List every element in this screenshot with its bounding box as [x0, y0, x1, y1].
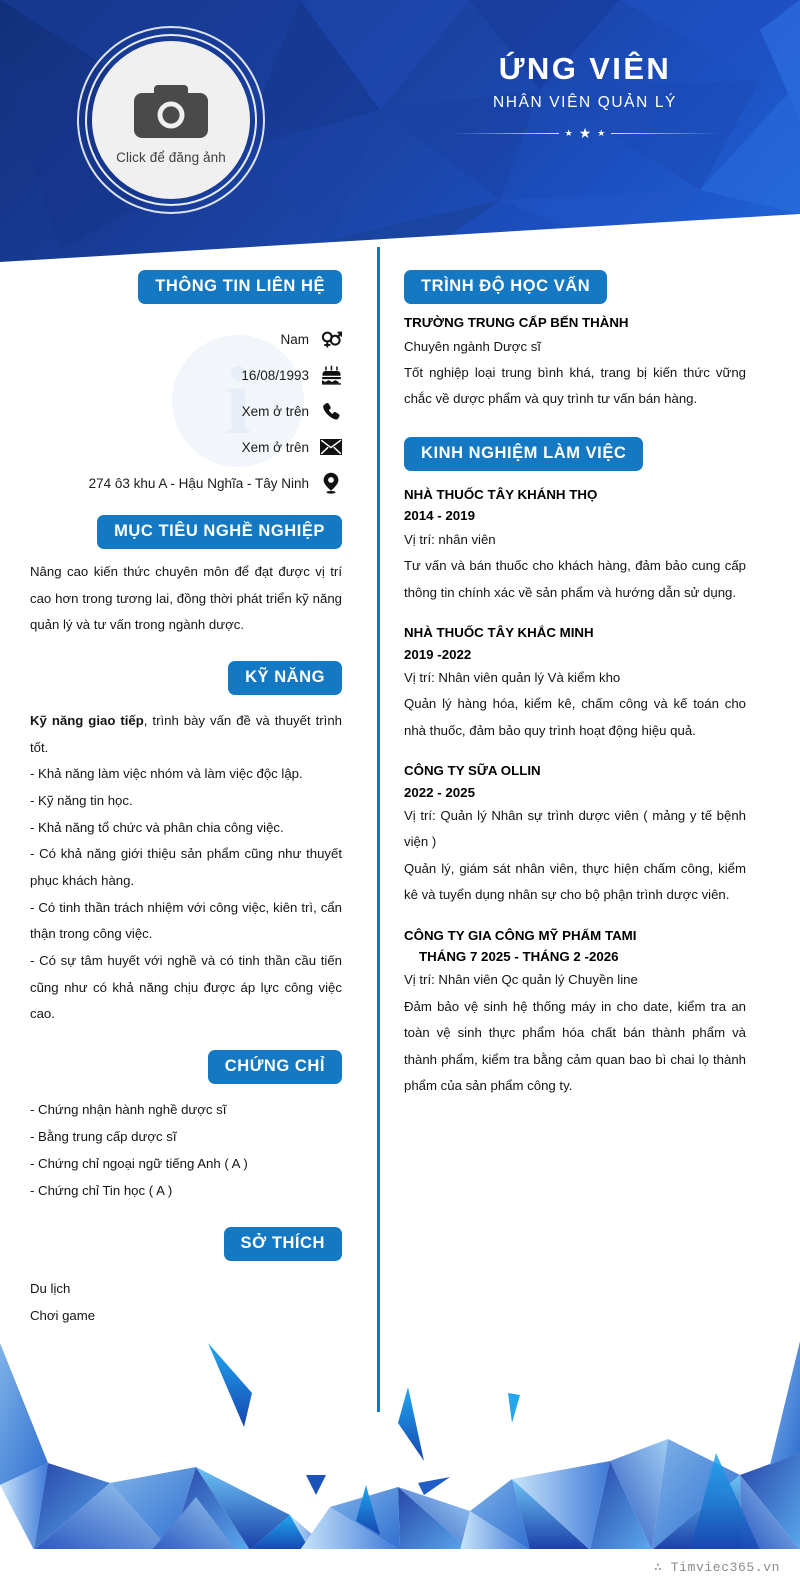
contact-row-phone	[0, 393, 342, 429]
section-skills	[0, 661, 360, 1028]
experience-company: NHÀ THUỐC TÂY KHẮC MINH	[404, 624, 594, 640]
skill-item: - Có tinh thần trách nhiệm với công việc, kiên trì, cẩn thận trong công việc.	[30, 899, 342, 942]
contact-value-email: Xem ở trên	[241, 439, 309, 455]
skill-item: - Khả năng làm việc nhóm và làm việc độc lập.	[30, 766, 303, 782]
contact-heading: THÔNG TIN LIÊN HỆ	[138, 270, 342, 304]
certificate-item: - Bằng trung cấp dược sĩ	[30, 1128, 177, 1144]
experience-period: 2014 - 2019	[404, 508, 475, 524]
photo-placeholder[interactable]	[92, 41, 250, 199]
experience-company: CÔNG TY SỮA OLLIN	[404, 763, 541, 779]
education-school: TRƯỜNG TRUNG CẤP BẾN THÀNH	[404, 315, 629, 330]
star-small-right-icon: ★	[597, 127, 606, 138]
experience-entry	[404, 623, 746, 744]
objective-heading: MỤC TIÊU NGHỀ NGHIỆP	[97, 515, 342, 549]
contact-value-address: 274 ô3 khu A - Hậu Nghĩa - Tây Ninh	[88, 475, 309, 491]
certificate-item: - Chứng nhận hành nghề dược sĩ	[30, 1101, 227, 1117]
gender-icon	[320, 330, 342, 349]
experience-company: CÔNG TY GIA CÔNG MỸ PHẨM TAMI	[404, 927, 637, 943]
experience-entry	[404, 761, 746, 909]
certificate-item: - Chứng chỉ ngoại ngữ tiếng Anh ( A )	[30, 1155, 248, 1171]
skills-lead-bold: Kỹ năng giao tiếp	[30, 712, 144, 728]
skill-item: - Kỹ năng tin học.	[30, 792, 133, 808]
hobby-item: Du lịch	[30, 1281, 71, 1297]
divider-line-left	[451, 133, 559, 134]
certificate-item: - Chứng chỉ Tin học ( A )	[30, 1183, 173, 1199]
footer-polygon-art	[0, 1335, 800, 1550]
star-divider	[420, 126, 750, 140]
experience-entry	[404, 485, 746, 606]
phone-icon	[320, 402, 342, 421]
experience-description: Đảm bảo vệ sinh hệ thống máy in cho date, kiểm tra an toàn vệ sinh thực phẩm hóa chất bán thành phẩm và thành phẩm, kiểm tra bằng cảm quan bao bì chai lọ thành phẩm của sản phẩm công ty.	[404, 998, 746, 1094]
hobby-item: Chơi game	[30, 1308, 96, 1324]
footer-brand: ∴ Timviec365.vn	[653, 1560, 780, 1575]
experience-position: Vị trí: Nhân viên quản lý Và kiểm kho	[404, 669, 621, 685]
section-contact	[0, 270, 360, 501]
location-pin-icon	[320, 472, 342, 494]
education-heading: TRÌNH ĐỘ HỌC VẤN	[404, 270, 607, 304]
experience-position: Vị trí: Nhân viên Qc quản lý Chuyền line	[404, 972, 638, 988]
experience-description: Quản lý, giám sát nhân viên, thực hiện chấm công, kiểm kê và tuyển dụng nhân sự cho bộ phận trình dược viên.	[404, 860, 746, 903]
section-hobbies	[0, 1227, 360, 1329]
hobbies-heading: SỞ THÍCH	[224, 1227, 342, 1261]
skills-body	[0, 695, 360, 1028]
education-major: Chuyên ngành Dược sĩ	[404, 338, 541, 354]
hobbies-list	[0, 1261, 360, 1329]
experience-description: Quản lý hàng hóa, kiểm kê, chấm công và kế toán cho nhà thuốc, đảm bảo quy trình hoạt động hiệu quả.	[404, 696, 746, 738]
contact-row-address	[0, 465, 342, 501]
birthday-cake-icon	[320, 365, 342, 385]
star-small-left-icon: ★	[564, 127, 573, 138]
section-certificates	[0, 1050, 360, 1204]
experience-list	[404, 471, 754, 1100]
experience-period: THÁNG 7 2025 - THÁNG 2 -2026	[419, 949, 619, 965]
education-description: Tốt nghiệp loại trung bình khá, trang bị kiến thức vững chắc về dược phẩm và quy trình tư vấn bán hàng.	[404, 365, 746, 407]
photo-upload-area[interactable]	[77, 26, 265, 214]
contact-value-phone: Xem ở trên	[241, 403, 309, 419]
cv-header	[0, 0, 800, 262]
envelope-icon	[320, 439, 342, 455]
star-large-icon: ★	[578, 125, 592, 142]
experience-heading: KINH NGHIỆM LÀM VIỆC	[404, 437, 643, 471]
candidate-subtitle: NHÂN VIÊN QUẢN LÝ	[493, 94, 677, 112]
skill-item: - Có khả năng giới thiệu sản phẩm cũng như thuyết phục khách hàng.	[30, 846, 342, 888]
contact-value-gender: Nam	[280, 331, 309, 347]
experience-position: Vị trí: nhân viên	[404, 531, 496, 547]
certificates-heading: CHỨNG CHỈ	[208, 1050, 342, 1084]
skills-heading: KỸ NĂNG	[228, 661, 342, 695]
section-experience	[404, 437, 754, 1100]
education-body	[404, 304, 754, 413]
right-column	[404, 270, 754, 1101]
skill-item: - Khả năng tổ chức và phân chia công việc.	[30, 819, 284, 835]
column-divider	[377, 247, 380, 1412]
certificates-list	[0, 1084, 360, 1204]
experience-period: 2019 -2022	[404, 646, 472, 662]
experience-position: Vị trí: Quản lý Nhân sự trình dược viên ( mảng y tế bệnh viện )	[404, 807, 746, 850]
skills-lead-rest: , trình bày vấn đề và thuyết trình tốt.	[30, 712, 342, 755]
section-education	[404, 270, 754, 413]
left-column	[0, 270, 360, 1331]
experience-entry	[404, 926, 746, 1100]
objective-text: Nâng cao kiến thức chuyên môn để đạt được vị trí cao hơn trong tương lai, đồng thời phát triển kỹ năng quản lý và tư vấn trong ngành dược.	[30, 564, 342, 633]
experience-company: NHÀ THUỐC TÂY KHÁNH THỌ	[404, 486, 598, 502]
photo-upload-label: Click để đăng ảnh	[116, 149, 226, 165]
contact-row-gender	[0, 321, 342, 357]
section-objective	[0, 515, 360, 639]
contact-row-birthday	[0, 357, 342, 393]
shard	[208, 1343, 252, 1427]
candidate-title: ỨNG VIÊN	[498, 51, 672, 86]
contact-value-birthday: 16/08/1993	[241, 367, 309, 383]
contact-list	[0, 321, 360, 501]
info-watermark-icon: i	[172, 335, 304, 467]
skills-lead	[30, 708, 342, 761]
divider-line-right	[611, 133, 719, 134]
experience-description: Tư vấn và bán thuốc cho khách hàng, đảm bảo cung cấp thông tin chính xác về sản phẩm và hướng dẫn sử dụng.	[404, 558, 746, 600]
contact-row-email	[0, 429, 342, 465]
experience-period: 2022 - 2025	[404, 784, 475, 800]
camera-icon	[134, 82, 208, 143]
skill-item: - Có sự tâm huyết với nghề và có tinh thần cầu tiến cũng như có khả năng chịu được áp lực công việc cao.	[30, 952, 342, 1022]
header-title-block	[420, 52, 750, 140]
